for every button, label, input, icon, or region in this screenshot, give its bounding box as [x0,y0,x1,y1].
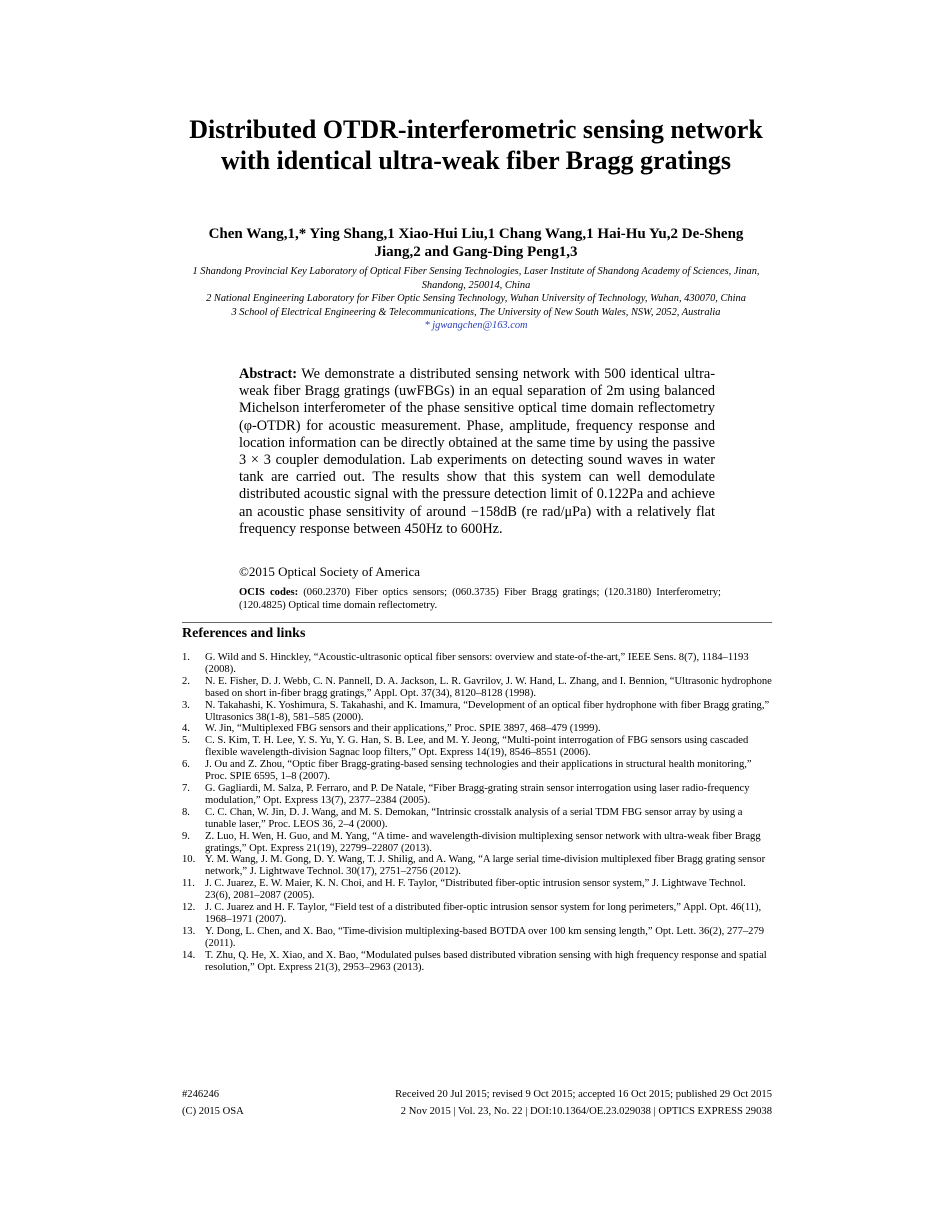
reference-text: Y. M. Wang, J. M. Gong, D. Y. Wang, T. J. Shilig, and A. Wang, “A large serial time-division multiplexed fiber Bragg grating sensor network,” J. Lightwave Technol. 30(17), 2751–2756 (2012). [205,854,766,878]
reference-number: 9. [182,830,190,842]
affiliation-2: 2 National Engineering Laboratory for Fiber Optic Sensing Technology, Wuhan University of Technology, Wuhan, 430070, China [206,293,746,305]
reference-number: 12. [182,902,196,914]
reference-number: 2. [182,675,190,687]
reference-text: N. Takahashi, K. Yoshimura, S. Takahashi, and K. Imamura, “Development of an optical fiber hydrophone with fiber Bragg grating,” Ultrasonics 38(1-8), 581–585 (2000). [205,699,770,723]
reference-number: 5. [182,735,190,747]
reference-text: G. Wild and S. Hinckley, “Acoustic-ultrasonic optical fiber sensors: overview and state-of-the-art,” IEEE Sens. 8(7), 1184–1193 (2008). [205,652,749,675]
reference-number: 4. [182,723,190,735]
reference-item [182,783,772,807]
reference-number: 6. [182,759,190,771]
affiliations [172,265,780,333]
reference-item [182,759,772,783]
reference-item [182,950,772,974]
affiliation-1: 1 Shandong Provincial Key Laboratory of Optical Fiber Sensing Technologies, Laser Institute of Shandong Academy of Sciences, Jinan, Shandong, 250014, China [192,266,760,291]
reference-text: G. Gagliardi, M. Salza, P. Ferraro, and P. De Natale, “Fiber Bragg-grating strain sensor interrogation using laser radio-frequency modulation,” Opt. Express 13(7), 2377–2384 (2005). [205,782,750,806]
received-dates: Received 20 Jul 2015; revised 9 Oct 2015; accepted 16 Oct 2015; published 29 Oct 2015 [395,1089,772,1100]
reference-number: 8. [182,806,190,818]
reference-text: C. S. Kim, T. H. Lee, Y. S. Yu, Y. G. Han, S. B. Lee, and M. Y. Jeong, “Multi-point interrogation of FBG sensors using cascaded flexible wavelength-division Sagnac loop filters,” Opt. Express 14(19), 8546–8551 (2006). [205,735,749,759]
journal-citation: 2 Nov 2015 | Vol. 23, No. 22 | DOI:10.1364/OE.23.029038 | OPTICS EXPRESS 29038 [400,1106,772,1117]
reference-item [182,902,772,926]
reference-text: C. C. Chan, W. Jin, D. J. Wang, and M. S. Demokan, “Intrinsic crosstalk analysis of a serial TDM FBG sensor array by using a tunable laser,” Proc. LEOS 36, 2–4 (2000). [205,806,743,830]
abstract [239,366,715,538]
reference-item [182,735,772,759]
reference-number: 10. [182,854,196,866]
copyright-notice: ©2015 Optical Society of America [239,564,420,579]
ocis-label: OCIS codes: [239,587,299,598]
reference-item [182,676,772,700]
references-heading: References and links [182,626,306,641]
affiliation-3: 3 School of Electrical Engineering & Telecommunications, The University of New South Wales, NSW, 2052, Australia [231,306,721,318]
reference-item [182,831,772,855]
reference-text: T. Zhu, Q. He, X. Xiao, and X. Bao, “Modulated pulses based distributed vibration sensing with high frequency response and spatial resolution,” Opt. Express 21(3), 2953–2963 (2013). [205,949,767,973]
abstract-text: We demonstrate a distributed sensing network with 500 identical ultra-weak fiber Bragg gratings (uwFBGs) in an equal separation of 2m using balanced Michelson interferometer of the phase sensitive optical time domain reflectometry (φ-OTDR) for acoustic measurement. Phase, amplitude, frequency response and location information can be directly obtained at the same time by using the passive 3 × 3 coupler demodulation. Lab experiments on detecting sound waves in water tank are carried out. The results show that this system can well demodulate distributed acoustic signal with the pressure detection limit of 0.122Pa and achieve an acoustic phase sensitivity of around −158dB (re rad/μPa) with a relatively flat frequency response between 450Hz to 600Hz. [239,366,715,537]
footer-copyright: (C) 2015 OSA [182,1106,244,1117]
ocis-text: (060.2370) Fiber optics sensors; (060.3735) Fiber Bragg gratings; (120.3180) Interferometry; (120.4825) Optical time domain reflectometry. [239,587,722,612]
reference-number: 11. [182,878,195,890]
reference-number: 3. [182,699,190,711]
reference-text: Z. Luo, H. Wen, H. Guo, and M. Yang, “A time- and wavelength-division multiplexing sensor network with ultra-weak fiber Bragg gratings,” Opt. Express 21(19), 22799–22807 (2013). [205,830,761,854]
corresponding-email-link[interactable]: * jgwangchen@163.com [424,320,528,332]
author-list: Chen Wang,1,* Ying Shang,1 Xiao-Hui Liu,1 Chang Wang,1 Hai-Hu Yu,2 De-Sheng Jiang,2 and Gang-Ding Peng1,3 [208,226,744,260]
reference-number: 14. [182,949,196,961]
reference-text: J. C. Juarez, E. W. Maier, K. N. Choi, and H. F. Taylor, “Distributed fiber-optic intrusion sensor system,” J. Lightwave Technol. 23(6), 2081–2087 (2005). [205,878,746,902]
reference-item [182,723,772,735]
reference-text: J. C. Juarez and H. F. Taylor, “Field test of a distributed fiber-optic intrusion sensor system for long perimeters,” Appl. Opt. 46(11), 1968–1971 (2007). [205,902,762,925]
paper-title: Distributed OTDR-interferometric sensing network with identical ultra-weak fiber Bragg gratings [189,115,763,175]
reference-number: 13. [182,925,196,937]
reference-item [182,807,772,831]
reference-item [182,926,772,950]
reference-text: J. Ou and Z. Zhou, “Optic fiber Bragg-grating-based sensing technologies and their applications in structural health monitoring,” Proc. SPIE 6595, 1–8 (2007). [205,759,752,783]
reference-item [182,700,772,724]
reference-item [182,854,772,878]
section-divider [182,622,772,623]
reference-item [182,878,772,902]
ocis-codes [239,586,721,613]
reference-text: Y. Dong, L. Chen, and X. Bao, “Time-division multiplexing-based BOTDA over 100 km sensing length,” Opt. Lett. 36(2), 277–279 (2011). [205,925,765,949]
abstract-label: Abstract: [239,366,297,382]
reference-list [182,652,772,973]
reference-item [182,652,772,676]
reference-text: W. Jin, “Multiplexed FBG sensors and their applications,” Proc. SPIE 3897, 468–479 (1999). [205,723,601,735]
reference-number: 7. [182,782,190,794]
reference-text: N. E. Fisher, D. J. Webb, C. N. Pannell, D. A. Jackson, L. R. Gavrilov, J. W. Hand, L. Zhang, and I. Bennion, “Ultrasonic hydrophone based on short in-fiber bragg gratings,” Appl. Opt. 37(34), 8120–8128 (1998). [205,675,772,699]
reference-number: 1. [182,652,190,663]
manuscript-id: #246246 [182,1089,220,1100]
